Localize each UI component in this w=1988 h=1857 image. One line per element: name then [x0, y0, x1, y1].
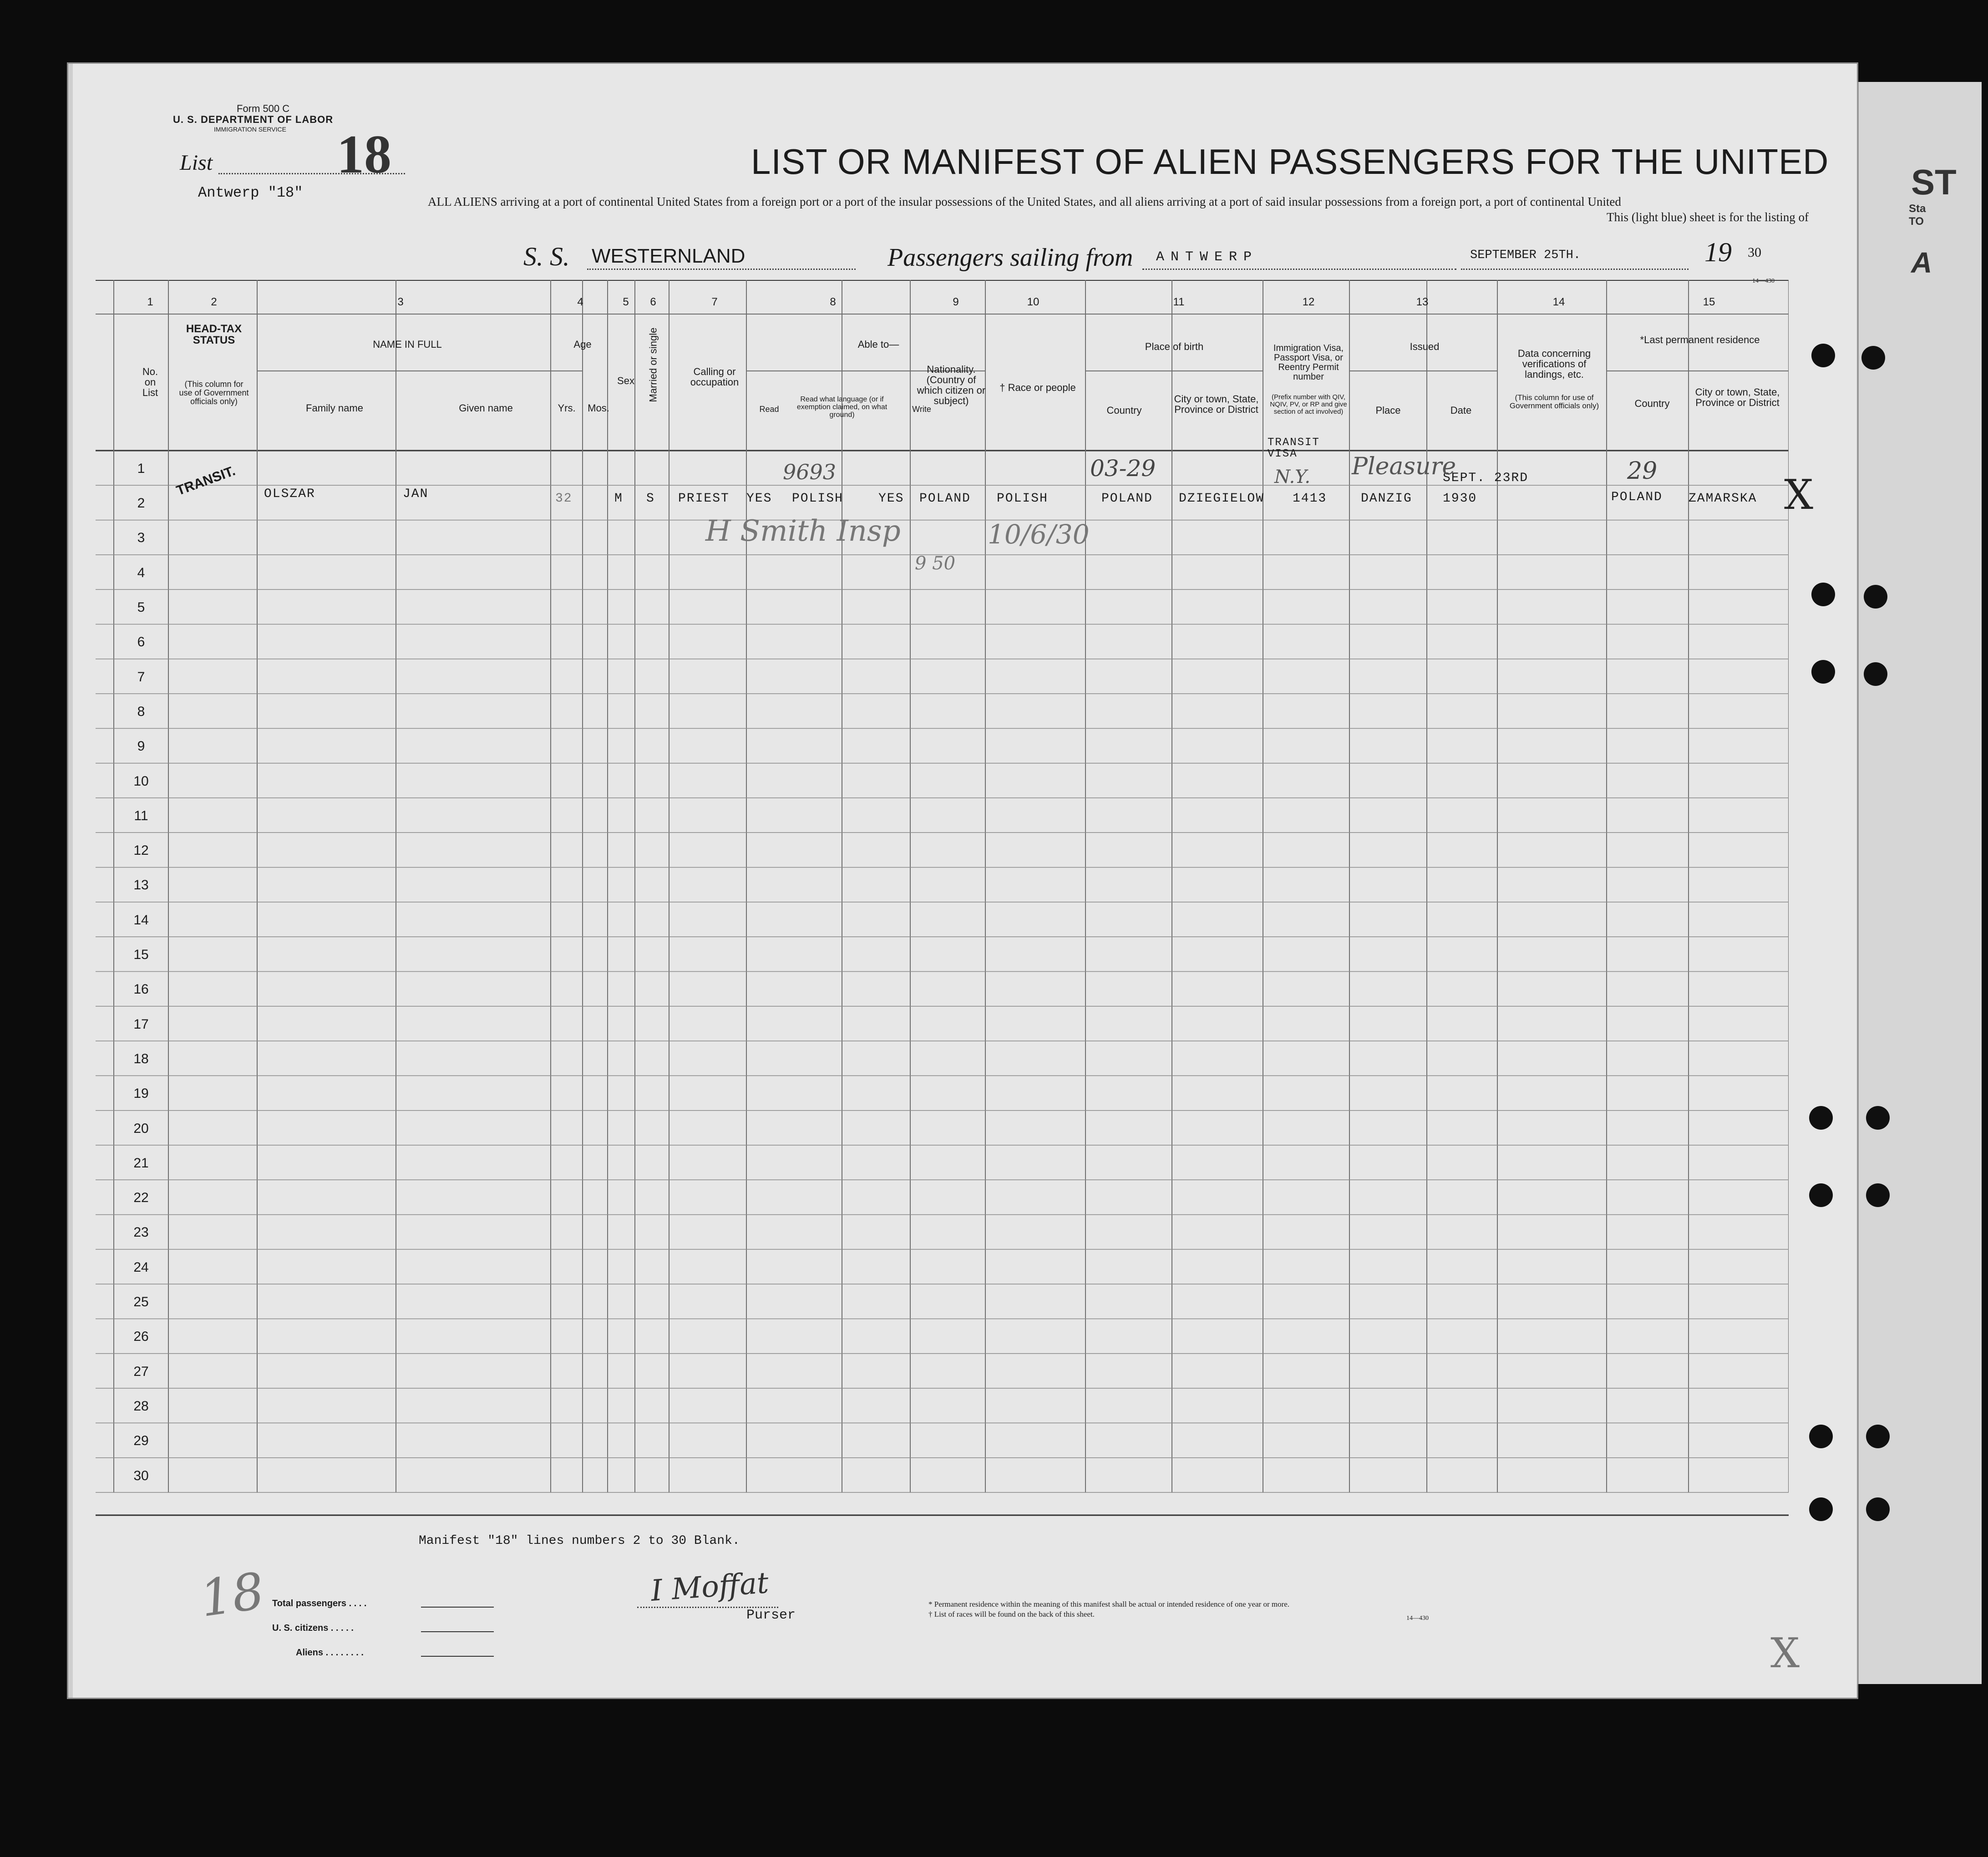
row-number: 27 [133, 1364, 149, 1379]
row-number: 29 [133, 1433, 149, 1449]
row-number: 3 [137, 530, 145, 546]
row-number: 18 [133, 1051, 149, 1066]
department-name: U. S. DEPARTMENT OF LABOR [173, 114, 334, 125]
row-number: 25 [133, 1294, 149, 1310]
passenger-race: POLISH [997, 492, 1048, 506]
row-number: 5 [137, 600, 145, 615]
aliens-label: Aliens . . . . . . . . [296, 1648, 364, 1658]
column-number: 1 [147, 296, 153, 308]
passenger-residence-country: POLAND [1611, 490, 1663, 504]
row-number: 6 [137, 634, 145, 650]
punch-hole [1866, 1425, 1890, 1448]
header-read: Read [759, 405, 779, 414]
handwritten-inspection-date: 10/6/30 [988, 519, 1090, 550]
next-page-letter: A [1911, 246, 1932, 279]
punch-hole [1866, 1106, 1890, 1130]
list-label: List [180, 151, 213, 175]
punch-hole [1864, 662, 1887, 686]
header-issued-place: Place [1375, 405, 1401, 416]
header-no-on-list: No. on List [142, 366, 158, 399]
header-given-name: Given name [459, 402, 513, 414]
list-number: 18 [337, 124, 391, 184]
header-married-or-single: Married or single [647, 327, 659, 402]
header-write: Write [912, 405, 931, 414]
row-number: 13 [133, 878, 149, 893]
table-grid-lines [96, 280, 1789, 1566]
row-number: 17 [133, 1016, 149, 1032]
handwritten-birth-code: 03-29 [1090, 455, 1156, 482]
header-head-tax-note: (This column for use of Government officials only) [179, 380, 249, 406]
row-number: 22 [133, 1190, 149, 1206]
row-number: 4 [137, 565, 145, 580]
footnote-races: † List of races will be found on the back of this sheet. [928, 1610, 1095, 1619]
handwritten-residence-code: 29 [1627, 457, 1658, 485]
handwritten-x-mark-bottom: X [1770, 1629, 1800, 1677]
header-visa-number: Immigration Visa, Passport Visa, or Reentry Permit number [1273, 343, 1344, 382]
ship-name: WESTERNLAND [592, 245, 746, 267]
purser-label: Purser [746, 1608, 796, 1623]
row-number: 7 [137, 669, 145, 685]
row-number: 24 [133, 1259, 149, 1275]
column-number: 10 [1027, 296, 1040, 308]
passenger-birth-city: DZIEGIELOW [1179, 492, 1265, 506]
total-passengers-label: Total passengers . . . . [272, 1598, 367, 1608]
punch-hole [1811, 583, 1835, 606]
footnote-residence: * Permanent residence within the meaning of this manifest shall be actual or intended residence of one year or more. [928, 1600, 1290, 1608]
passenger-birth-country: POLAND [1101, 492, 1153, 506]
passenger-visa-issued-year: 1930 [1443, 492, 1477, 506]
passenger-visa-issued-date: SEPT. 23RD [1443, 471, 1529, 485]
us-citizens-field [421, 1631, 494, 1632]
row-number: 15 [133, 947, 149, 963]
footnote-form-code: 14—430 [1406, 1615, 1429, 1622]
header-family-name: Family name [306, 402, 363, 414]
header-sex: Sex [617, 375, 634, 386]
form-number: Form 500 C [237, 103, 290, 114]
passenger-can-read: YES [746, 492, 772, 506]
row-number: 9 [137, 739, 145, 754]
year-suffix: 30 [1748, 245, 1761, 260]
row-number: 23 [133, 1225, 149, 1240]
row-number: 2 [137, 496, 145, 511]
header-residence-city: City or town, State, Province or District [1695, 386, 1780, 409]
blank-lines-note: Manifest "18" lines numbers 2 to 30 Blank. [419, 1534, 740, 1548]
column-number: 7 [711, 296, 718, 308]
column-number: 9 [953, 296, 959, 308]
header-landings-data: Data concerning verifications of landings, etc. [1517, 348, 1591, 381]
passenger-language: POLISH [792, 492, 843, 506]
row-number: 12 [133, 843, 149, 858]
punch-hole [1809, 1425, 1833, 1448]
manifest-table [96, 280, 1814, 1566]
list-note: Antwerp "18" [198, 184, 303, 201]
total-passengers-field [421, 1607, 494, 1608]
column-number: 12 [1302, 296, 1315, 308]
passenger-visa-issued-place: DANZIG [1361, 492, 1412, 506]
visa-stamp: TRANSIT VISA [1268, 436, 1320, 461]
row-number: 1 [137, 461, 145, 476]
header-visa-note: (Prefix number with QIV, NQIV, PV, or RP and give section of act involved) [1270, 393, 1347, 416]
row-number: 30 [133, 1468, 149, 1483]
column-number: 3 [397, 296, 404, 308]
row-number: 11 [134, 808, 148, 823]
form-tag: 14—430 [1752, 278, 1775, 284]
punch-hole [1866, 1497, 1890, 1521]
header-residence-country: Country [1634, 398, 1670, 409]
column-number: 8 [830, 296, 836, 308]
row-number: 8 [137, 704, 145, 719]
passenger-can-write: YES [878, 492, 904, 506]
header-name-in-full: NAME IN FULL [373, 339, 442, 350]
list-underline [218, 173, 405, 174]
header-calling-occupation: Calling or occupation [690, 366, 739, 388]
punch-hole [1811, 660, 1835, 684]
column-number: 13 [1416, 296, 1429, 308]
punch-hole [1864, 585, 1887, 609]
column-number: 11 [1173, 296, 1185, 308]
header-birth-country: Country [1106, 405, 1142, 416]
head-tax-stamp: TRANSIT. [174, 463, 238, 499]
handwritten-visa-mark: N.Y. [1274, 467, 1311, 487]
handwritten-x-mark: X [1784, 471, 1814, 519]
header-landings-note: (This column for use of Government officials only) [1509, 393, 1599, 410]
departure-port: ANTWERP [1156, 249, 1258, 265]
passenger-nationality: POLAND [919, 492, 971, 506]
header-race: † Race or people [999, 382, 1076, 393]
passenger-sex: M [614, 492, 623, 506]
punch-hole [1809, 1183, 1833, 1207]
service-name: IMMIGRATION SERVICE [214, 126, 286, 133]
row-number: 28 [133, 1398, 149, 1414]
manifest-title: LIST OR MANIFEST OF ALIEN PASSENGERS FOR THE UNITED [751, 142, 1829, 182]
next-page-title-fragment: ST [1911, 162, 1957, 202]
column-number: 5 [623, 296, 629, 308]
sailing-date: SEPTEMBER 25TH. [1470, 249, 1581, 262]
manifest-subtitle: ALL ALIENS arriving at a port of continental United States from a foreign port or a port of the insular possessions of the United States, and all aliens arriving at a port of said insular possessions from a foreign port, a port of continental United [428, 195, 1621, 208]
row-number: 21 [133, 1155, 149, 1171]
column-number: 15 [1703, 296, 1715, 308]
row-number: 14 [133, 912, 149, 928]
header-birth-city: City or town, State, Province or District [1174, 393, 1259, 416]
punch-hole [1861, 346, 1885, 370]
column-number: 4 [577, 296, 583, 308]
header-read-language: Read what language (or if exemption claimed, on what ground) [796, 396, 888, 419]
handwritten-margin-number: 18 [196, 1561, 268, 1629]
header-last-residence: *Last permanent residence [1640, 334, 1760, 345]
row-number: 16 [133, 982, 149, 997]
year-prefix: 19 [1704, 237, 1732, 267]
handwritten-number: 9693 [783, 460, 837, 484]
header-age: Age [573, 339, 592, 350]
passengers-label: Passengers sailing from [888, 244, 1133, 272]
header-nationality: Nationality. (Country of which citizen or subject) [917, 364, 986, 407]
header-head-tax-status: HEAD-TAX STATUS [186, 323, 242, 347]
passenger-residence-city: ZAMARSKA [1689, 492, 1757, 506]
header-place-of-birth: Place of birth [1145, 341, 1204, 352]
row-number: 20 [133, 1121, 149, 1136]
port-underline [1142, 269, 1456, 270]
punch-hole [1809, 1106, 1833, 1130]
row-number: 26 [133, 1329, 149, 1345]
passenger-occupation: PRIEST [678, 492, 730, 506]
handwritten-inspection-number: 9 50 [915, 553, 956, 574]
column-number: 6 [650, 296, 656, 308]
passenger-family-name: OLSZAR [264, 487, 315, 501]
date-underline [1461, 269, 1689, 270]
column-number: 14 [1552, 296, 1565, 308]
passenger-marital-status: S [646, 492, 655, 506]
header-issued-date: Date [1450, 405, 1472, 416]
handwritten-pleasure: Pleasure [1352, 453, 1456, 480]
handwritten-inspector: H Smith Insp [705, 514, 901, 548]
passenger-age: 32 [555, 492, 573, 506]
row-number: 10 [133, 773, 149, 789]
row-number: 19 [133, 1086, 149, 1101]
punch-hole [1809, 1497, 1833, 1521]
ss-label: S. S. [523, 242, 570, 271]
punch-hole [1866, 1183, 1890, 1207]
header-able-to: Able to— [857, 339, 899, 350]
ship-underline [587, 269, 856, 270]
header-age-months: Mos. [588, 402, 609, 414]
passenger-given-name: JAN [403, 487, 429, 501]
passenger-visa-number: 1413 [1293, 492, 1327, 506]
purser-signature: I Moffat [649, 1566, 770, 1608]
header-age-years: Yrs. [558, 402, 576, 414]
header-issued: Issued [1410, 341, 1440, 352]
column-number: 2 [211, 296, 217, 308]
aliens-field [421, 1656, 494, 1657]
punch-hole [1811, 344, 1835, 367]
manifest-subtitle-2: This (light blue) sheet is for the listing of [1607, 210, 1809, 224]
us-citizens-label: U. S. citizens . . . . . [272, 1623, 354, 1633]
next-page-side-text: Sta TO [1909, 203, 1926, 228]
